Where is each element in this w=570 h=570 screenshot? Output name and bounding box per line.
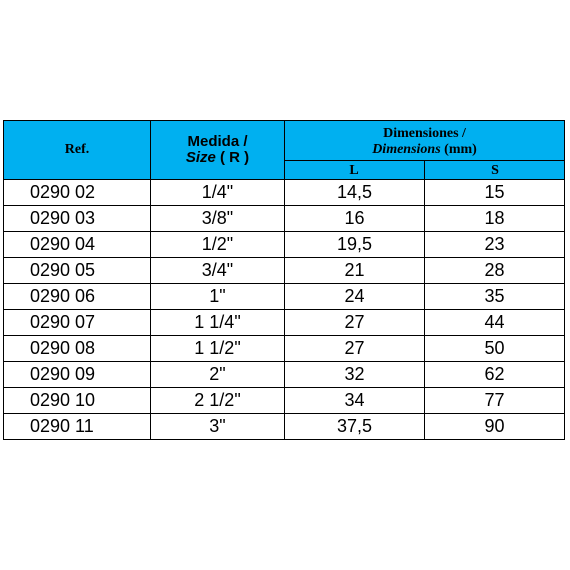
cell-l: 16 — [285, 206, 425, 232]
cell-s: 50 — [425, 336, 565, 362]
cell-l: 32 — [285, 362, 425, 388]
cell-s: 15 — [425, 180, 565, 206]
table-row — [4, 362, 565, 388]
table-row — [4, 180, 565, 206]
cell-l: 34 — [285, 388, 425, 414]
cell-s: 77 — [425, 388, 565, 414]
table-row — [4, 258, 565, 284]
table-row — [4, 310, 565, 336]
cell-ref: 0290 04 — [4, 232, 151, 258]
table-row — [4, 388, 565, 414]
cell-size: 1" — [151, 284, 285, 310]
table-row — [4, 206, 565, 232]
cell-ref: 0290 10 — [4, 388, 151, 414]
cell-l: 21 — [285, 258, 425, 284]
cell-s: 44 — [425, 310, 565, 336]
header-dimensions-italic: Dimensions — [372, 142, 441, 157]
cell-l: 37,5 — [285, 414, 425, 440]
cell-l: 24 — [285, 284, 425, 310]
cell-l: 19,5 — [285, 232, 425, 258]
cell-size: 2" — [151, 362, 285, 388]
table-row — [4, 284, 565, 310]
header-dimensions — [285, 121, 565, 180]
cell-size: 3/8" — [151, 206, 285, 232]
table-row — [4, 232, 565, 258]
cell-size: 3" — [151, 414, 285, 440]
dimensions-table — [3, 120, 565, 440]
cell-size: 1 1/2" — [151, 336, 285, 362]
header-ref-label: Ref. — [64, 142, 90, 157]
cell-s: 28 — [425, 258, 565, 284]
table-row — [4, 336, 565, 362]
cell-s: 90 — [425, 414, 565, 440]
cell-ref: 0290 11 — [4, 414, 151, 440]
header-medida-label: Medida / — [187, 133, 248, 150]
table-header-row — [4, 121, 565, 180]
cell-ref: 0290 05 — [4, 258, 151, 284]
cell-s: 18 — [425, 206, 565, 232]
cell-l: 14,5 — [285, 180, 425, 206]
header-size-label: Size — [185, 149, 216, 166]
header-dimensiones-label: Dimensiones / — [383, 126, 466, 141]
cell-size: 1/4" — [151, 180, 285, 206]
cell-ref: 0290 03 — [4, 206, 151, 232]
header-mm-label: (mm) — [440, 142, 477, 157]
cell-size: 2 1/2" — [151, 388, 285, 414]
header-col-s: S — [424, 160, 565, 180]
cell-l: 27 — [285, 336, 425, 362]
cell-ref: 0290 07 — [4, 310, 151, 336]
specs-table-container — [3, 120, 564, 440]
header-r-label: ( R ) — [215, 149, 250, 166]
cell-l: 27 — [285, 310, 425, 336]
cell-size: 1/2" — [151, 232, 285, 258]
cell-size: 3/4" — [151, 258, 285, 284]
table-body — [4, 180, 565, 440]
header-col-l: L — [284, 160, 424, 180]
header-size — [151, 121, 285, 180]
cell-ref: 0290 02 — [4, 180, 151, 206]
cell-s: 23 — [425, 232, 565, 258]
table-row — [4, 414, 565, 440]
header-ref — [4, 121, 151, 180]
cell-s: 35 — [425, 284, 565, 310]
cell-ref: 0290 06 — [4, 284, 151, 310]
cell-size: 1 1/4" — [151, 310, 285, 336]
cell-ref: 0290 08 — [4, 336, 151, 362]
cell-s: 62 — [425, 362, 565, 388]
cell-ref: 0290 09 — [4, 362, 151, 388]
